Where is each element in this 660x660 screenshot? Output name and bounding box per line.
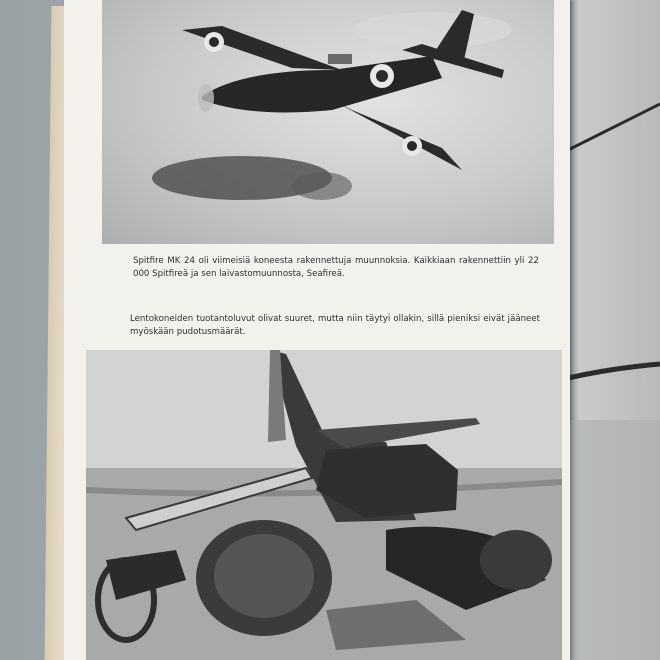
caption-production: Lentokoneiden tuotantoluvut olivat suuret, mutta niin täytyi ollakin, sillä pieniksi eivät jääneet myöskään pudotusmäärät. (130, 314, 540, 337)
facing-page-dark-streak-lower (568, 364, 660, 378)
cloud (352, 12, 512, 48)
crashed-bomber-photo (86, 350, 562, 660)
spitfire-illustration (102, 0, 554, 244)
facing-page-illustration (568, 0, 660, 660)
second-engine-wreck (480, 530, 552, 590)
facing-page-lower-tone (568, 420, 660, 660)
aircraft-right-wing (332, 100, 462, 170)
facing-page-dark-streak-upper (568, 104, 660, 150)
roundel-right-wing-center (407, 141, 417, 151)
facing-page-photo (568, 0, 660, 660)
spitfire-photo (102, 0, 554, 244)
propeller-disc (198, 84, 214, 112)
roundel-left-wing-center (209, 37, 219, 47)
wreck-illustration (86, 350, 562, 660)
smoke-trail-tail (292, 172, 352, 200)
caption-spitfire: Spitfire MK 24 oli viimeisiä koneesta rakennettuja muunnoksia. Kaikkiaan rakennettiin yli 22 000 Spitfireä ja sen laivastomuunnosta, Seafireä. (133, 256, 539, 279)
cockpit-canopy (328, 54, 352, 64)
roundel-fuselage-center (376, 70, 388, 82)
engine-cowling (214, 534, 314, 618)
